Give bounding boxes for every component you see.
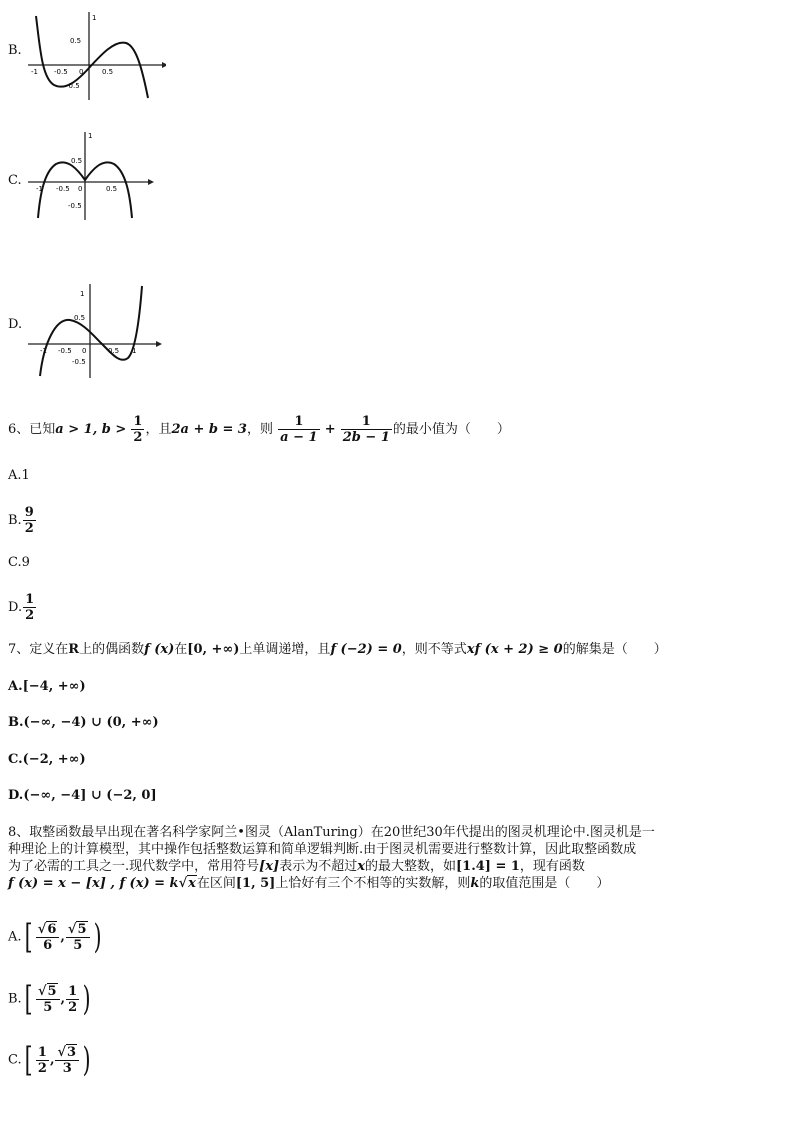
q6-cond1: a > 1, b >	[55, 422, 127, 437]
q8-a1-radicand: 6	[47, 921, 57, 937]
ytick-neg-0-5: -0.5	[68, 202, 82, 210]
q8-k: k	[470, 876, 480, 891]
q6-then: ，则	[246, 422, 273, 437]
q8-line-3	[8, 858, 788, 875]
option-d-label: D.	[8, 317, 23, 332]
q8-line-3a: 为了必需的工具之一.现代数学中，常用符号	[8, 859, 260, 874]
q8-c-frac-1	[36, 1045, 49, 1076]
q8-c1-den: 2	[37, 1060, 47, 1076]
q8-x: x	[357, 859, 365, 874]
q8-option-c: C.[ $\frac{1}{2}$ , $\frac{√3}{3}$ )	[8, 1040, 91, 1080]
xtick-0-5: 0.5	[102, 68, 114, 76]
q8-option-a: A.[ $\frac{√6}{6}$ , $\frac{√5}{5}$ )	[8, 917, 102, 957]
xtick-neg-0-5: -0.5	[58, 347, 72, 355]
q8-example: [1.4] = 1	[456, 859, 520, 874]
q6-half-num: 1	[133, 414, 143, 429]
q8-line-3d: ，现有函数	[519, 859, 585, 874]
q8-line-4b: 上恰好有三个不相等的实数解，则	[275, 876, 471, 891]
xtick-0: 0	[82, 347, 87, 355]
q6-option-b	[8, 505, 37, 536]
xtick-0: 0	[79, 68, 84, 76]
q8-option-a-label: A.	[8, 929, 22, 945]
q6-f1-den: a − 1	[280, 430, 318, 445]
q8-b1-den: 5	[36, 999, 60, 1015]
q6-option-a: A.1	[8, 468, 30, 483]
q7-option-c: C.(−2, +∞)	[8, 752, 86, 767]
ytick-1: 1	[88, 132, 93, 140]
q7-R: R	[68, 642, 80, 657]
q8-interval: [1, 5]	[235, 876, 276, 891]
option-d-graph	[26, 282, 166, 380]
ytick-0-5: 0.5	[74, 314, 86, 322]
q8-c1-num: 1	[37, 1044, 47, 1060]
question-7-stem	[8, 642, 667, 658]
option-c-graph	[26, 130, 156, 222]
q8-line-3b: 表示为不超过	[279, 859, 358, 874]
q6-option-d	[8, 592, 37, 623]
ytick-0-5: 0.5	[71, 157, 83, 165]
q8-c-frac-2: $\frac{√3}{3}$	[55, 1045, 79, 1076]
q6-option-b-den: 2	[24, 521, 34, 536]
q6-f2-num: 1	[361, 414, 371, 429]
q7-text-f: 的解集是（ ）	[562, 642, 667, 657]
ytick-1: 1	[92, 14, 97, 22]
q6-equation: 2a + b = 3	[171, 422, 247, 437]
q6-plus: +	[324, 422, 336, 437]
xtick-0-5: 0.5	[106, 185, 118, 193]
q7-interval: [0, +∞)	[187, 642, 240, 657]
q6-f2-den: 2b − 1	[342, 430, 390, 445]
q6-half-fraction	[131, 414, 144, 445]
q8-line-4c: 的取值范围是（ ）	[479, 876, 610, 891]
ytick-neg-0-5: -0.5	[72, 358, 86, 366]
q8-sqrt-x: √x	[178, 876, 196, 891]
q8-a-frac-2: $\frac{√5}{5}$	[66, 922, 90, 953]
q7-ineq: xf (x + 2) ≥ 0	[466, 642, 563, 657]
q6-fraction-1	[278, 414, 319, 445]
q8-a1-den: 6	[36, 937, 60, 953]
q7-option-b: B.(−∞, −4) ∪ (0, +∞)	[8, 715, 159, 730]
option-b-label: B.	[8, 43, 22, 58]
q7-text-c: 在	[174, 642, 188, 657]
q6-option-d-label: D.	[8, 600, 23, 615]
ytick-0-5: 0.5	[70, 37, 82, 45]
q8-line-4a: 在区间	[196, 876, 236, 891]
q7-cond: f (−2) = 0	[330, 642, 402, 657]
q8-line-2: 种理论上的计算模型，其中操作包括整数运算和简单逻辑判断.由于图灵机需要进行整数计算，因此取整函数成	[8, 842, 637, 857]
ytick-neg-0-5: -0.5	[66, 82, 80, 90]
question-8-stem	[8, 824, 788, 892]
xtick-neg-1: -1	[40, 347, 47, 355]
q8-line-3c: 的最大整数，如	[364, 859, 456, 874]
q6-option-b-label: B.	[8, 513, 22, 528]
q8-b-frac-2	[66, 984, 79, 1015]
q7-text-d: 上单调递增，且	[239, 642, 331, 657]
xtick-1: 1	[132, 347, 137, 355]
q8-sqrt-x-arg: x	[188, 876, 196, 891]
ytick-1: 1	[80, 290, 85, 298]
q8-b-frac-1: $\frac{√5}{5}$	[36, 984, 60, 1015]
xtick-neg-1: -1	[31, 68, 38, 76]
q6-option-d-num: 1	[25, 592, 35, 607]
q6-half-den: 2	[133, 430, 143, 445]
option-c-label: C.	[8, 173, 22, 188]
q8-option-b: B.[ $\frac{√5}{5}$ , $\frac{1}{2}$ )	[8, 979, 91, 1019]
q8-a2-den: 5	[66, 937, 90, 953]
q7-text-e: ，则不等式	[401, 642, 467, 657]
q6-option-d-den: 2	[25, 608, 35, 623]
q8-c2-den: 3	[55, 1060, 79, 1076]
q6-mid: ，且	[145, 422, 172, 437]
q6-option-d-fraction	[23, 592, 36, 623]
q7-text-a: 7、定义在	[8, 642, 69, 657]
q8-b1-radicand: 5	[47, 983, 57, 999]
q7-fx: f (x)	[144, 642, 175, 657]
xtick-0-5: 0.5	[108, 347, 120, 355]
q6-option-b-fraction	[23, 505, 36, 536]
q7-option-a: A.[−4, +∞)	[8, 679, 86, 694]
q8-a2-radicand: 5	[77, 921, 87, 937]
q8-line-4	[8, 875, 788, 892]
xtick-neg-0-5: -0.5	[54, 68, 68, 76]
option-b-graph	[26, 8, 166, 103]
q8-b2-num: 1	[68, 983, 78, 999]
xtick-neg-0-5: -0.5	[56, 185, 70, 193]
q6-number: 6、已知	[8, 422, 56, 437]
q7-text-b: 上的偶函数	[79, 642, 145, 657]
xtick-neg-1: -1	[36, 185, 43, 193]
q8-option-c-label: C.	[8, 1052, 22, 1068]
q8-symbol: [x]	[259, 859, 280, 874]
q6-tail: 的最小值为（ ）	[392, 422, 510, 437]
q8-b2-den: 2	[68, 999, 78, 1015]
q6-option-b-num: 9	[24, 505, 34, 520]
q8-option-b-label: B.	[8, 991, 22, 1007]
q6-fraction-2	[341, 414, 392, 445]
q7-option-d: D.(−∞, −4] ∪ (−2, 0]	[8, 788, 157, 803]
q8-c2-radicand: 3	[67, 1044, 77, 1060]
q8-functions: f (x) = x − [x] , f (x) = k	[8, 876, 179, 891]
q8-a-frac-1: $\frac{√6}{6}$	[36, 922, 60, 953]
q6-f1-num: 1	[294, 414, 304, 429]
question-6-stem	[8, 414, 510, 445]
xtick-0: 0	[78, 185, 83, 193]
q6-option-c: C.9	[8, 555, 30, 570]
q8-line-1: 8、取整函数最早出现在著名科学家阿兰•图灵（AlanTuring）在20世纪30年代提出的图灵机理论中.图灵机是一	[8, 825, 655, 840]
